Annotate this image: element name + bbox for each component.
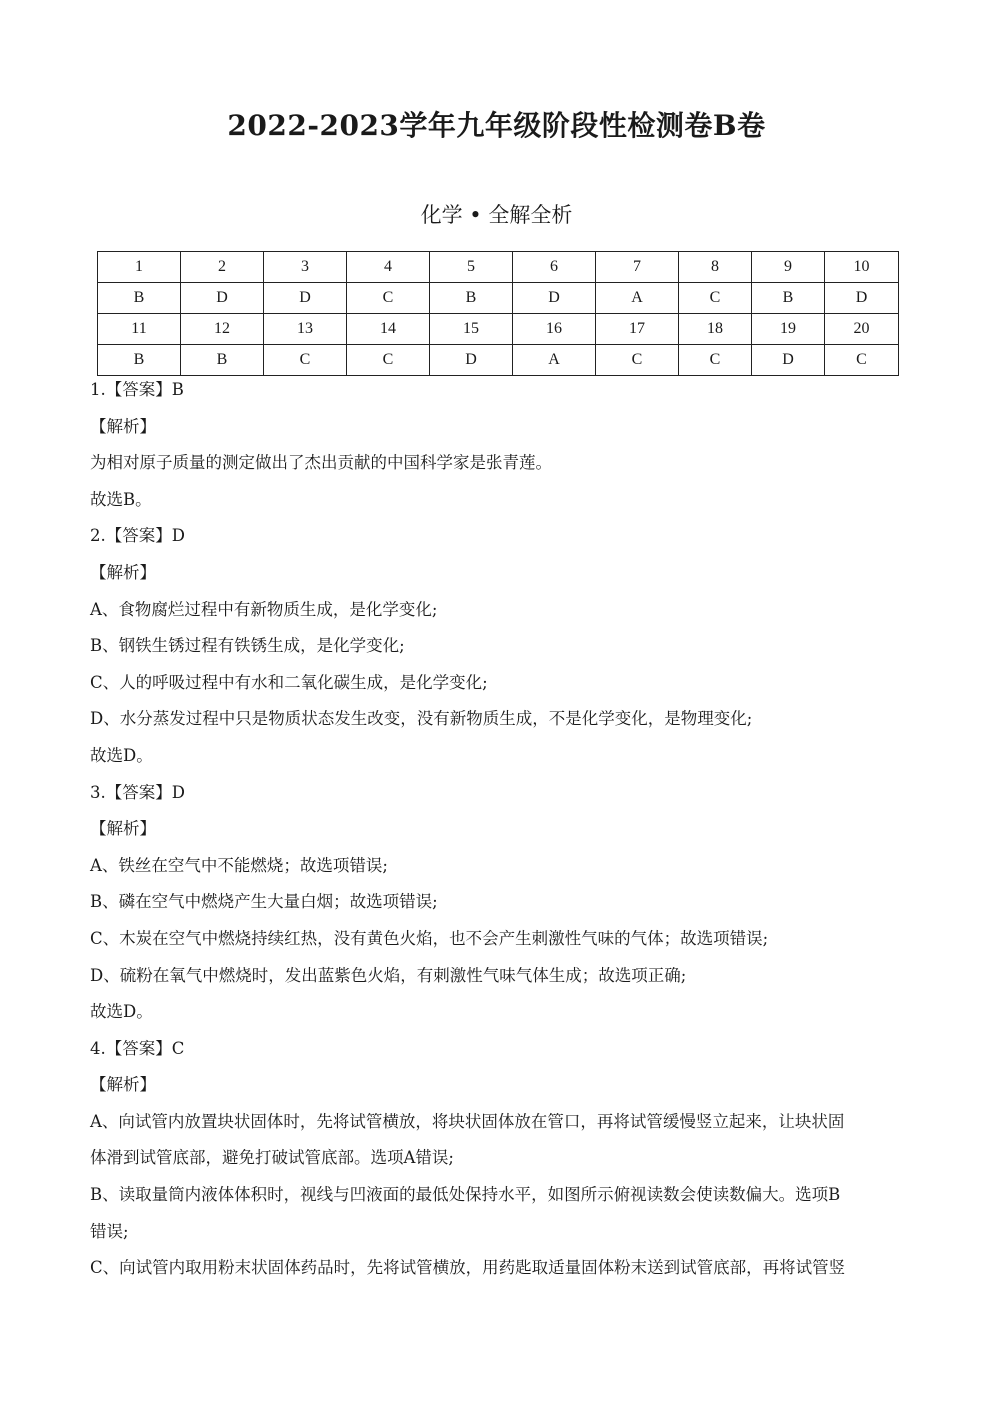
conclusion-line: 故选D。 [90, 745, 153, 765]
answer-cell: D [752, 345, 825, 376]
analysis-heading: 【解析】 [90, 416, 156, 436]
answer-cell: D [513, 283, 596, 314]
answer-heading-1: 1.【答案】B [90, 380, 184, 399]
analysis-heading: 【解析】 [90, 1075, 156, 1095]
answer-cell: B [98, 345, 181, 376]
question-number-cell: 5 [430, 252, 513, 283]
question-number-cell: 4 [347, 252, 430, 283]
answer-key-table [97, 251, 899, 376]
page-title: 2022-2023学年九年级阶段性检测卷B卷 [227, 109, 766, 142]
explanations [90, 372, 905, 1287]
explanation-line: 为相对原子质量的测定做出了杰出贡献的中国科学家是张青莲。 [90, 453, 552, 473]
answer-cell: A [596, 283, 679, 314]
answer-cell: C [679, 283, 752, 314]
answer-row [98, 345, 899, 376]
explanation-line: 错误; [90, 1221, 129, 1241]
question-number-cell: 10 [825, 252, 899, 283]
answer-cell: B [98, 283, 181, 314]
question-number-cell: 13 [264, 314, 347, 345]
answer-cell: C [825, 345, 899, 376]
answer-cell: A [513, 345, 596, 376]
answer-row [98, 283, 899, 314]
question-number-cell: 17 [596, 314, 679, 345]
question-number-cell: 16 [513, 314, 596, 345]
conclusion-line: 故选D。 [90, 1002, 153, 1022]
answer-cell: B [752, 283, 825, 314]
explanation-line: D、硫粉在氧气中燃烧时，发出蓝紫色火焰，有刺激性气味气体生成；故选项正确; [90, 965, 687, 985]
question-number-cell: 9 [752, 252, 825, 283]
answer-heading-2: 2.【答案】D [90, 526, 185, 546]
question-number-row [98, 314, 899, 345]
question-number-cell: 12 [181, 314, 264, 345]
answer-cell: C [679, 345, 752, 376]
question-number-cell: 6 [513, 252, 596, 283]
explanation-line: 体滑到试管底部，避免打破试管底部。选项A错误; [90, 1148, 454, 1168]
answer-cell: D [181, 283, 264, 314]
answer-heading-4: 4.【答案】C [90, 1038, 185, 1058]
question-number-cell: 7 [596, 252, 679, 283]
question-number-cell: 14 [347, 314, 430, 345]
explanation-line: A、食物腐烂过程中有新物质生成，是化学变化; [90, 599, 438, 619]
page-subtitle: 化学 • 全解全析 [420, 203, 573, 227]
answer-cell: B [181, 345, 264, 376]
question-number-cell: 1 [98, 252, 181, 283]
question-number-cell: 19 [752, 314, 825, 345]
explanation-line: B、读取量筒内液体体积时，视线与凹液面的最低处保持水平，如图所示俯视读数会使读数偏大。选项B [90, 1185, 841, 1205]
explanation-line: C、向试管内取用粉末状固体药品时，先将试管横放，用药匙取适量固体粉末送到试管底部，再将试管竖 [90, 1258, 846, 1278]
explanation-line: C、人的呼吸过程中有水和二氧化碳生成，是化学变化; [90, 672, 488, 692]
explanation-line: B、磷在空气中燃烧产生大量白烟；故选项错误; [90, 892, 438, 912]
answer-cell: D [825, 283, 899, 314]
answer-cell: D [264, 283, 347, 314]
explanation-line: A、向试管内放置块状固体时，先将试管横放，将块状固体放在管口，再将试管缓慢竖立起来，让块状固 [90, 1111, 845, 1131]
answer-cell: D [430, 345, 513, 376]
question-number-cell: 15 [430, 314, 513, 345]
answer-cell: C [264, 345, 347, 376]
explanation-line: B、钢铁生锈过程有铁锈生成，是化学变化; [90, 636, 405, 656]
analysis-heading: 【解析】 [90, 562, 156, 582]
question-number-cell: 11 [98, 314, 181, 345]
question-number-cell: 18 [679, 314, 752, 345]
answer-cell: B [430, 283, 513, 314]
answer-cell: C [347, 345, 430, 376]
explanation-line: D、水分蒸发过程中只是物质状态发生改变，没有新物质生成，不是化学变化，是物理变化; [90, 709, 753, 729]
explanation-line: C、木炭在空气中燃烧持续红热，没有黄色火焰，也不会产生刺激性气味的气体；故选项错误; [90, 928, 769, 948]
explanation-line: A、铁丝在空气中不能燃烧；故选项错误; [90, 855, 388, 875]
question-number-cell: 2 [181, 252, 264, 283]
question-number-cell: 8 [679, 252, 752, 283]
analysis-heading: 【解析】 [90, 819, 156, 839]
question-number-cell: 3 [264, 252, 347, 283]
question-number-row [98, 252, 899, 283]
answer-heading-3: 3.【答案】D [90, 782, 185, 802]
answer-cell: C [347, 283, 430, 314]
conclusion-line: 故选B。 [90, 489, 152, 509]
answer-cell: C [596, 345, 679, 376]
question-number-cell: 20 [825, 314, 899, 345]
